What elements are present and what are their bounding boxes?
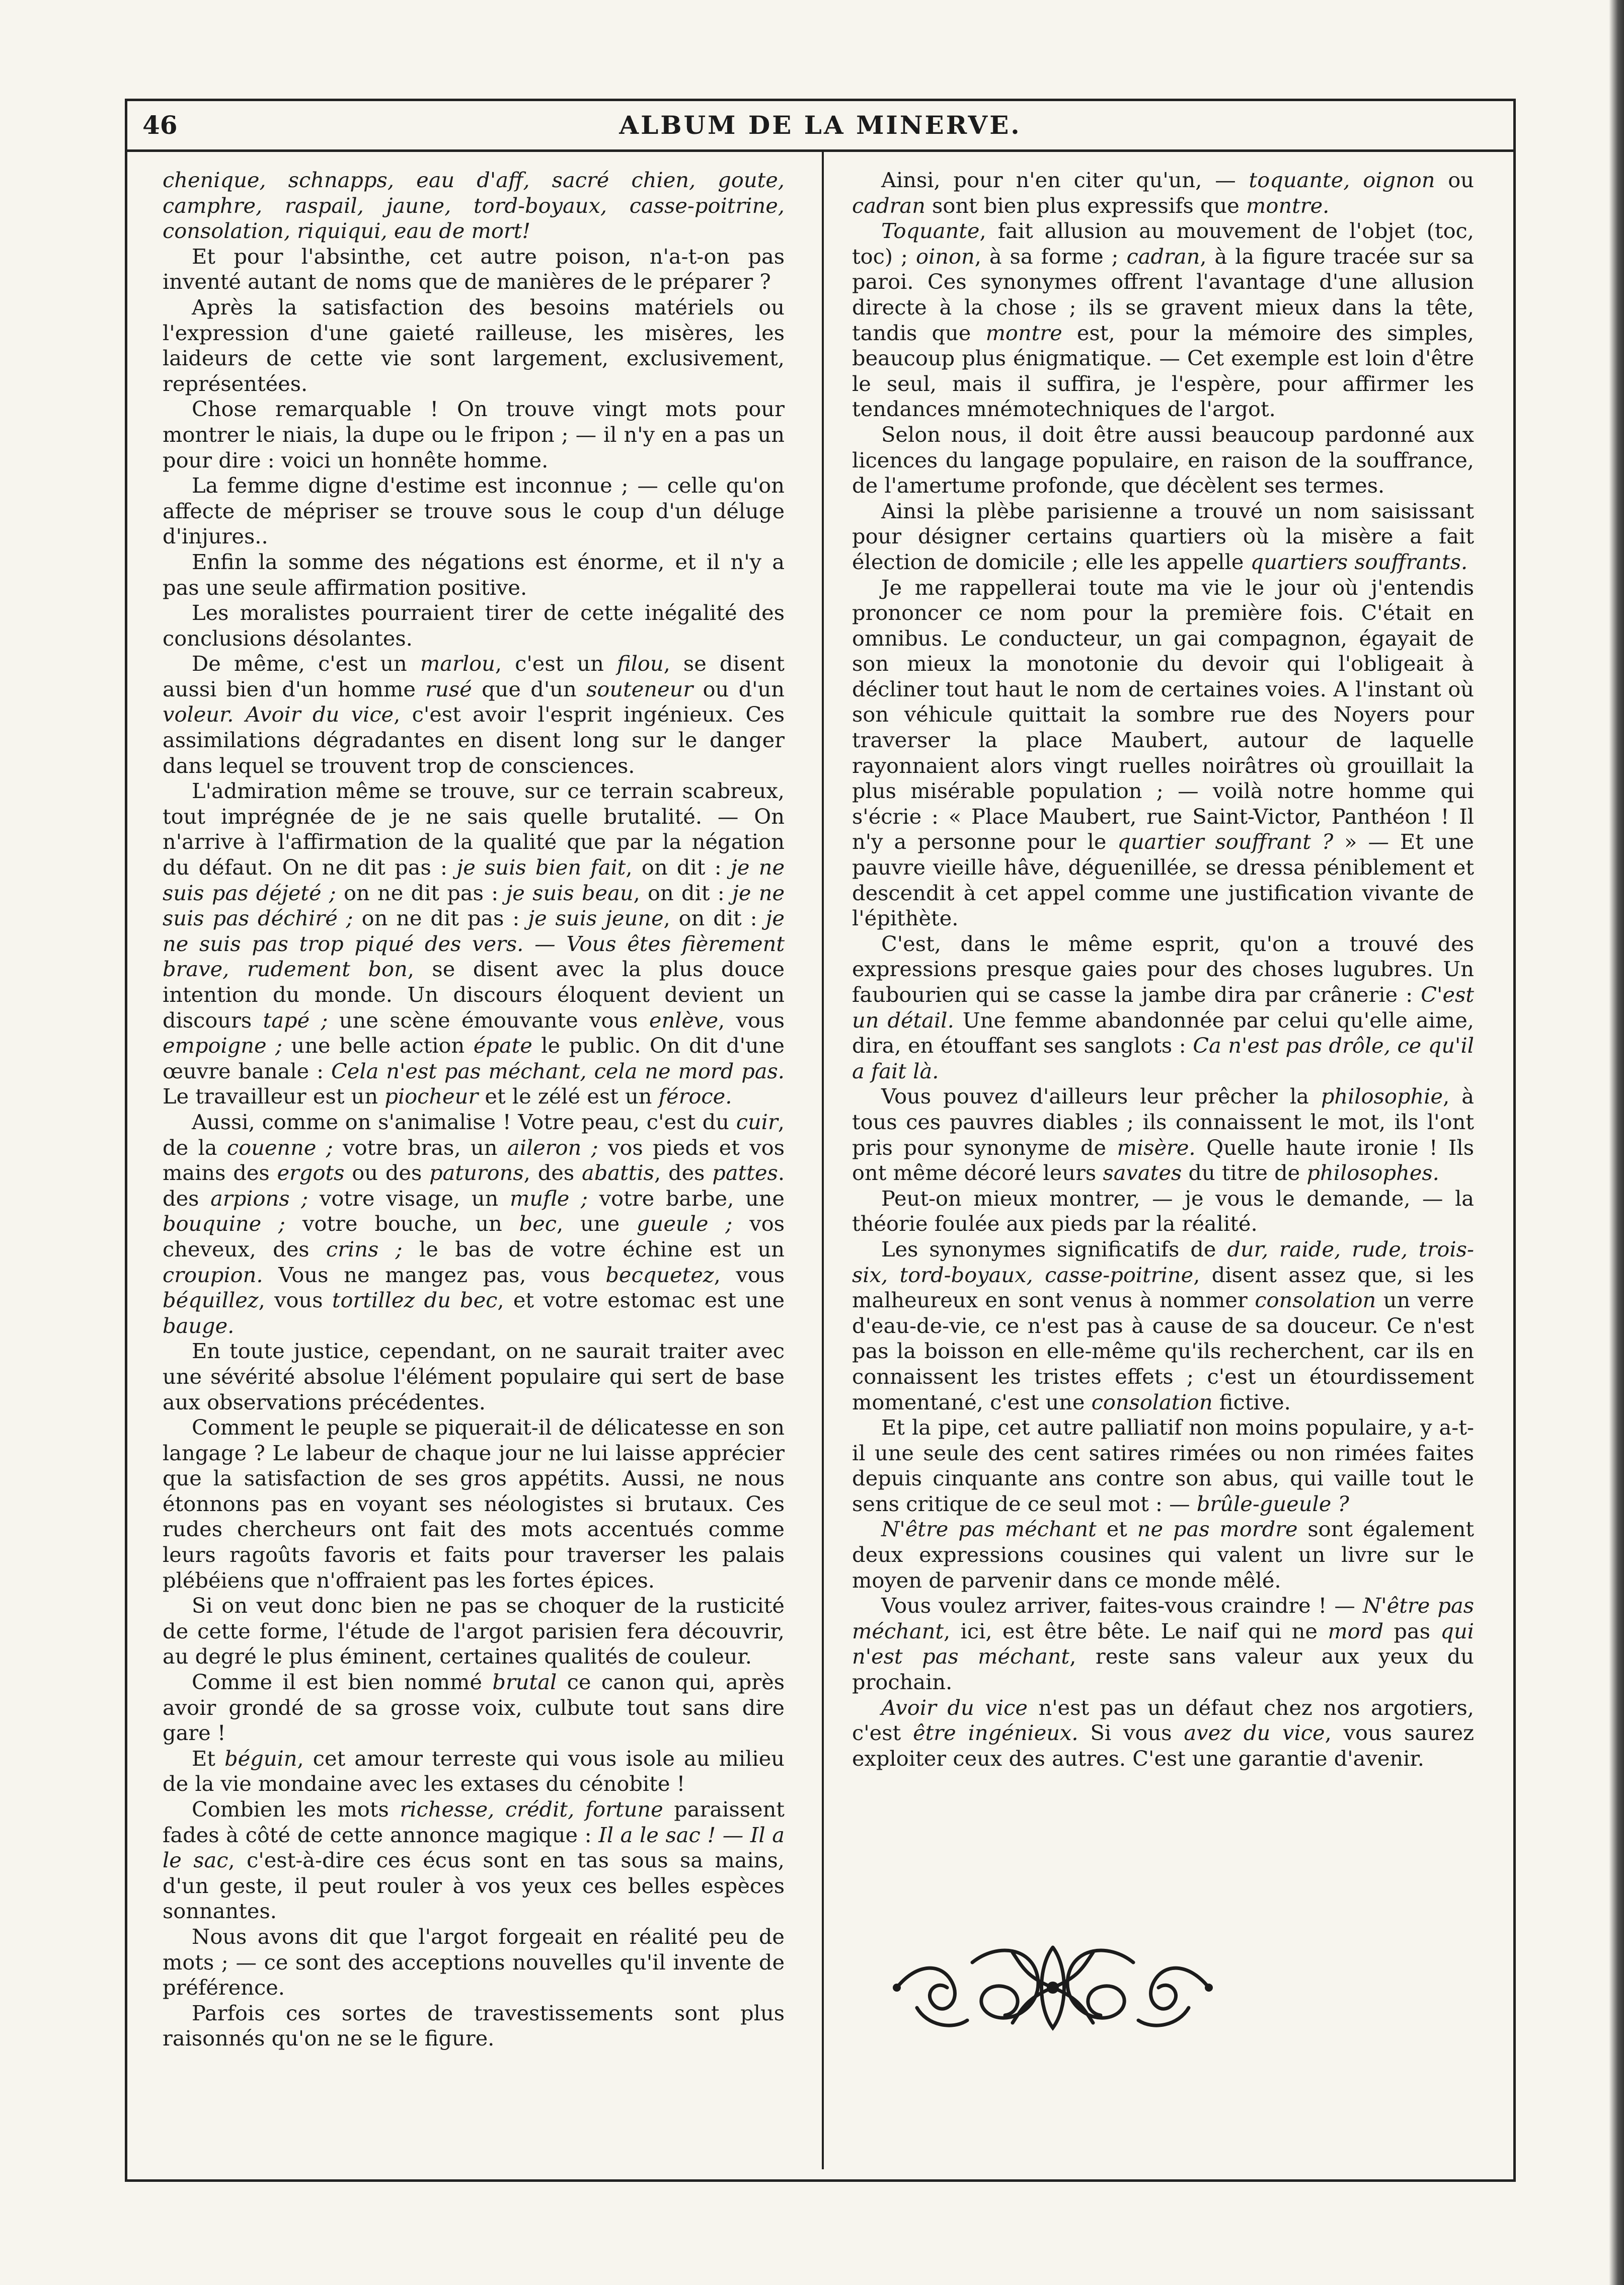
text-run: Les moralistes pourraient tirer de cette inégalité des conclusions désolantes.	[163, 600, 785, 651]
italic-term: piocheur	[384, 1084, 479, 1109]
running-header	[127, 101, 1513, 152]
paragraph	[852, 575, 1474, 931]
italic-term: pattes	[712, 1160, 778, 1186]
italic-term: Avoir du vice	[881, 1695, 1028, 1720]
right-column	[852, 168, 1474, 1771]
text-run: Nous avons dit que l'argot forgeait en réalité peu de mots ; — ce sont des acceptions nouvelles qu'il invente de préférence.	[163, 1924, 785, 2000]
paragraph	[852, 1084, 1474, 1186]
text-run: » — Et une pauvre vieille hâve, déguenillée, se dressa péniblement et descendit à cet appel comme une justification vivante de l'épithète.	[852, 829, 1474, 931]
italic-term: féroce.	[658, 1084, 732, 1109]
italic-term: philosophie	[1321, 1084, 1443, 1109]
italic-term: ne pas mordre	[1137, 1517, 1298, 1542]
text-run: Enfin la somme des négations est énorme, et il n'y a pas une seule affirmation positive.	[163, 549, 785, 600]
paragraph	[163, 1338, 785, 1415]
text-run: , cet amour terreste qui vous isole au milieu de la vie mondaine avec les extases du cénobite !	[163, 1746, 785, 1796]
text-run: Comme il est bien nommé	[192, 1670, 493, 1695]
text-run: Vous ne mangez pas, vous	[263, 1262, 606, 1287]
italic-term: je suis bien fait	[456, 855, 626, 880]
text-run: L'admiration même se trouve, sur ce terrain scabreux, tout imprégnée de je ne sais quelle brutalité. — On n'arrive à l'affirmation de la qualité que par la négation du défaut. On ne dit pas :	[163, 778, 785, 880]
paragraph	[163, 295, 785, 397]
text-run: n'est pas un défaut chez nos argotiers, c'est	[852, 1695, 1474, 1746]
text-run: Et la pipe, cet autre palliatif non moins populaire, y a-t-il une seule des cent satires rimées ou non rimées faites depuis cinquante ans contre son abus, qui vaille tout le sens critique de ce seul mot : —	[852, 1415, 1474, 1516]
italic-term: N'être pas méchant	[852, 1593, 1474, 1643]
text-run: Les synonymes significatifs de	[881, 1236, 1227, 1262]
italic-term: empoigne ;	[163, 1033, 283, 1058]
text-run: , se disent avec la plus douce intention du monde. Un discours éloquent devient un discours	[163, 957, 785, 1033]
left-column	[163, 168, 785, 2052]
text-run: , vous saurez exploiter ceux des autres. C'est une garantie d'avenir.	[852, 1720, 1475, 1771]
text-run: , on dit :	[626, 855, 731, 880]
text-run: une belle action	[282, 1033, 474, 1058]
column-divider	[822, 149, 824, 2169]
fleuron-tailpiece-icon	[887, 1932, 1219, 2043]
italic-term: mord	[1328, 1618, 1384, 1643]
italic-term: C'est un détail.	[852, 982, 1474, 1033]
text-run: La femme digne d'estime est inconnue ; — celle qu'on affecte de mépriser se trouve sous le coup d'un déluge d'injures..	[163, 473, 785, 549]
italic-term: dur, raide, rude, trois-six, tord-boyaux, casse-poitrine	[852, 1236, 1474, 1287]
text-run: Chose remarquable ! On trouve vingt mots pour montrer le niais, la dupe ou le fripon ; — il n'y en a pas un pour dire : voici un honnête homme.	[163, 397, 785, 472]
text-run: , des	[654, 1160, 713, 1186]
paragraph	[163, 168, 785, 244]
italic-term: bec	[519, 1211, 557, 1236]
text-run: on ne dit pas :	[353, 906, 528, 931]
text-run: Aussi, comme on s'animalise ! Votre peau, c'est du	[192, 1109, 736, 1134]
italic-term: croupion.	[163, 1262, 263, 1287]
journal-title: ALBUM DE LA MINERVE.	[619, 110, 1022, 140]
italic-term: brutal	[492, 1670, 557, 1695]
text-run: , ici, est être bête. Le naif qui ne	[944, 1618, 1328, 1643]
italic-term: épate	[473, 1033, 532, 1058]
text-run: le public. On dit d'une œuvre banale :	[163, 1033, 785, 1083]
paragraph	[852, 1186, 1474, 1237]
italic-term: être ingénieux.	[913, 1720, 1078, 1746]
text-run: fictive.	[1212, 1389, 1291, 1414]
paragraph	[163, 778, 785, 1110]
paragraph	[852, 931, 1474, 1084]
italic-term: crins ;	[326, 1236, 403, 1262]
paragraph	[852, 1593, 1474, 1695]
italic-term: becquetez	[605, 1262, 714, 1287]
text-run: du titre de	[1182, 1160, 1307, 1186]
italic-term: consolation	[1255, 1288, 1376, 1313]
text-run: Vous voulez arriver, faites-vous craindre ! —	[881, 1593, 1363, 1618]
paragraph	[852, 218, 1474, 422]
text-run: Parfois ces sortes de travestissements sont plus raisonnés qu'on ne se le figure.	[163, 2000, 785, 2051]
page-number: 46	[142, 110, 178, 140]
text-run: ou d'un	[693, 676, 785, 701]
text-run: ou	[1435, 168, 1475, 192]
text-run: Je me rappellerai toute ma vie le jour où j'entendis prononcer ce nom pour la première fois. C'était en omnibus. Le conducteur, un gai compagnon, égayait de son mieux la monotonie du devoir qui l'obligeait à décliner tout haut le nom de certaines voies. A l'instant où son véhicule quittait la sombre rue des Noyers pour traverser la place Maubert, autour de laquelle rayonnaient alors vingt ruelles noirâtres où grouillait la plus misérable population ; — voilà notre homme qui s'écrie : « Place Maubert, rue Saint-Victor, Panthéon ! Il n'y a personne pour le	[852, 575, 1474, 854]
italic-term: avez du vice	[1184, 1720, 1325, 1746]
text-run: Comment le peuple se piquerait-il de délicatesse en son langage ? Le labeur de chaque jour ne lui laisse apprécier que la satisfaction de ses gros appétits. Aussi, ne nous étonnons pas en voyant ses néologistes si brutaux. Ces rudes chercheurs ont fait des mots accentués comme leurs ragoûts favoris et faits pour traverser les palais plébéiens que n'offraient pas les fortes épices.	[163, 1415, 785, 1593]
text-run: et le zélé est un	[478, 1084, 659, 1109]
paragraph	[163, 1415, 785, 1593]
paragraph	[852, 499, 1474, 575]
scan-binding-edge	[1609, 0, 1624, 2285]
text-run: ce canon qui, après avoir grondé de sa grosse voix, culbute tout sans dire gare !	[163, 1670, 785, 1746]
text-run: , vous	[714, 1262, 785, 1287]
italic-term: tapé ;	[263, 1007, 328, 1033]
text-run: En toute justice, cependant, on ne saurait traiter avec une sévérité absolue l'élément populaire qui sert de base aux observations précédentes.	[163, 1338, 785, 1414]
text-run: , c'est un	[495, 651, 617, 676]
text-run: Ainsi la plèbe parisienne a trouvé un nom saisissant pour désigner certains quartiers où la misère a fait élection de domicile ; elle les appelle	[852, 498, 1474, 574]
italic-term: Ca n'est pas drôle, ce qu'il a fait là.	[852, 1033, 1475, 1083]
italic-term: filou	[616, 651, 664, 676]
text-run: , vous	[718, 1007, 785, 1033]
italic-term: aileron ;	[507, 1135, 598, 1160]
italic-term: rusé	[425, 676, 472, 701]
text-run: que d'un	[472, 676, 587, 701]
text-run: Combien les mots	[192, 1797, 400, 1822]
paragraph	[163, 1670, 785, 1746]
text-run: votre barbe, une	[587, 1186, 785, 1211]
text-run: le bas de votre échine est un	[402, 1236, 785, 1262]
text-run: , disent assez que, si les malheureux en sont venus à nommer	[852, 1262, 1474, 1313]
paragraph	[163, 1924, 785, 2001]
italic-term: quartier souffrant ?	[1117, 829, 1334, 854]
italic-term: je ne suis pas trop piqué des vers. — Vous êtes fièrement brave, rudement bon	[163, 906, 785, 982]
italic-term: misère.	[1117, 1135, 1196, 1160]
text-run: votre bras, un	[333, 1135, 507, 1160]
italic-term: toquante, oignon	[1249, 168, 1435, 192]
italic-term: philosophes.	[1306, 1160, 1439, 1186]
italic-term: savates	[1103, 1160, 1182, 1186]
text-run: , vous	[258, 1288, 332, 1313]
text-run: C'est, dans le même esprit, qu'on a trouvé des expressions presque gaies pour des choses lugubres. Un faubourien qui se casse la jambe dira par crânerie :	[852, 931, 1474, 1007]
italic-term: brûle-gueule ?	[1196, 1491, 1349, 1516]
text-run: , à la figure tracée sur sa paroi. Ces synonymes offrent l'avantage d'une allusion directe à la chose ; ils se gravent mieux dans la tête, tandis que	[852, 244, 1474, 345]
text-run: , reste sans valeur aux yeux du prochain.	[852, 1644, 1475, 1695]
italic-term: chenique, schnapps, eau d'aff, sacré chien, goute, camphre, raspail, jaune, tord-boyaux, casse-poitrine, consolation, riquiqui, eau de mort!	[163, 168, 785, 244]
paragraph	[163, 1110, 785, 1338]
text-run: ou des	[344, 1160, 430, 1186]
text-run: une scène émouvante vous	[328, 1007, 649, 1033]
paragraph	[852, 422, 1474, 499]
italic-term: couenne ;	[226, 1135, 333, 1160]
text-run: un verre d'eau-de-vie, ce n'est pas à cause de sa douceur. Ce n'est pas la boisson en elle-même qu'ils recherchent, car ils en connaissent les tristes effets ; c'est un étourdissement momentané, c'est une	[852, 1288, 1474, 1414]
text-run: De même, c'est un	[192, 651, 420, 676]
text-run: est, pour la mémoire des simples, beaucoup plus énigmatique. — Cet exemple est loin d'être le seul, mais il suffira, je l'espère, pour affirmer les tendances mnémotechniques de l'argot.	[852, 320, 1474, 422]
italic-term: enlève	[649, 1007, 719, 1033]
paragraph	[852, 1695, 1474, 1772]
text-run: , fait allusion au mouvement de l'objet (toc, toc) ;	[852, 218, 1474, 269]
paragraph	[852, 1517, 1474, 1593]
italic-term: je suis beau	[506, 880, 634, 905]
italic-term: béquillez	[163, 1288, 259, 1313]
text-run: votre visage, un	[308, 1186, 510, 1211]
text-run: , à tous ces pauvres diables ; ils connaissent le mot, ils l'ont pris pour synonyme de	[852, 1084, 1474, 1160]
italic-term: paturons	[429, 1160, 524, 1186]
text-run: pas	[1383, 1618, 1441, 1643]
italic-term: richesse, crédit, fortune	[400, 1797, 663, 1822]
italic-term: souteneur	[586, 676, 693, 701]
italic-term: béguin	[224, 1746, 297, 1771]
paragraph	[163, 473, 785, 549]
text-run: paraissent fades à côté de cette annonce magique :	[163, 1797, 785, 1847]
text-run: Si vous	[1078, 1720, 1184, 1746]
paragraph	[163, 549, 785, 600]
text-run: Si on veut donc bien ne pas se choquer de la rusticité de cette forme, l'étude de l'argot parisien fera découvrir, au degré le plus éminent, certaines qualités de couleur.	[163, 1593, 785, 1669]
paragraph	[163, 2001, 785, 2052]
italic-term: je suis jeune	[528, 906, 664, 931]
italic-term: montre	[985, 320, 1062, 345]
italic-term: quartiers souffrants.	[1250, 549, 1468, 574]
text-run: Ainsi, pour n'en citer qu'un, —	[881, 168, 1249, 192]
text-run: , de la	[163, 1109, 785, 1160]
text-run: , une	[557, 1211, 637, 1236]
text-run: Selon nous, il doit être aussi beaucoup pardonné aux licences du langage populaire, en raison de la souffrance, de l'amertume profonde, que décèlent ses termes.	[852, 422, 1474, 498]
italic-term: Cela n'est pas méchant, cela ne mord pas.	[331, 1058, 785, 1083]
text-run: , c'est avoir l'esprit ingénieux. Ces assimilations dégradantes en disent long sur le danger dans lequel se trouvent trop de consciences.	[163, 702, 785, 778]
paragraph	[163, 1797, 785, 1924]
italic-term: cuir	[736, 1109, 778, 1134]
italic-term: montre.	[1246, 193, 1330, 218]
text-run: , à sa forme ;	[974, 244, 1127, 269]
paragraph	[163, 244, 785, 295]
text-run: Et	[192, 1746, 225, 1771]
text-run: on ne dit pas :	[336, 880, 506, 905]
italic-term: bouquine ;	[163, 1211, 286, 1236]
italic-term: tortillez du bec	[332, 1288, 498, 1313]
italic-term: cadran	[852, 193, 925, 218]
italic-term: gueule ;	[637, 1211, 733, 1236]
text-run: , on dit :	[633, 880, 733, 905]
italic-term: je ne suis pas déchiré ;	[163, 880, 785, 931]
text-run: Une femme abandonnée par celui qu'elle aime, dira, en étouffant ses sanglots :	[852, 1007, 1474, 1058]
text-run: Quelle haute ironie ! Ils ont même décoré leurs	[852, 1135, 1474, 1186]
italic-term: ergots	[277, 1160, 345, 1186]
text-run: sont bien plus expressifs que	[925, 193, 1246, 218]
text-run: Et pour l'absinthe, cet autre poison, n'a-t-on pas inventé autant de noms que de manières de le préparer ?	[163, 244, 785, 294]
paragraph	[163, 600, 785, 651]
paragraph	[163, 1746, 785, 1797]
text-run: sont également deux expressions cousines qui valent un livre sur le moyen de parvenir dans ce monde mêlé.	[852, 1517, 1475, 1593]
italic-term: voleur. Avoir du vice	[163, 702, 394, 727]
paragraph	[852, 168, 1474, 218]
text-run: , c'est-à-dire ces écus sont en tas sous sa mains, d'un geste, il peut rouler à vos yeux ces belles espèces sonnantes.	[163, 1848, 785, 1924]
italic-term: Il a le sac ! — Il a le sac	[163, 1822, 785, 1873]
text-run: vos cheveux, des	[163, 1211, 785, 1262]
italic-term: bauge.	[163, 1313, 235, 1338]
paragraph	[163, 651, 785, 778]
paragraph	[163, 397, 785, 473]
text-run: Le travailleur est un	[163, 1084, 385, 1109]
paragraph	[163, 1593, 785, 1670]
text-run: votre bouche, un	[285, 1211, 519, 1236]
italic-term: marlou	[420, 651, 495, 676]
italic-term: abattis	[581, 1160, 654, 1186]
text-run: vos pieds et vos mains des	[163, 1135, 785, 1186]
italic-term: oinon	[916, 244, 975, 269]
paragraph	[852, 1415, 1474, 1517]
text-run: et	[1096, 1517, 1137, 1542]
italic-term: qui n'est pas méchant	[852, 1618, 1474, 1669]
text-run: , et votre estomac est une	[497, 1288, 785, 1313]
paragraph	[852, 1237, 1474, 1415]
italic-term: arpions ;	[210, 1186, 308, 1211]
italic-term: N'être pas méchant	[881, 1517, 1097, 1542]
text-run: . des	[163, 1160, 785, 1211]
text-run: , se disent aussi bien d'un homme	[163, 651, 785, 701]
text-run: , on dit :	[663, 906, 766, 931]
text-run: Après la satisfaction des besoins matériels ou l'expression d'une gaieté railleuse, les misères, les laideurs de cette vie sont largement, exclusivement, représentées.	[163, 294, 785, 396]
italic-term: consolation	[1091, 1389, 1213, 1414]
italic-term: je ne suis pas déjeté ;	[163, 855, 785, 905]
italic-term: Toquante	[881, 218, 980, 244]
text-run: Vous pouvez d'ailleurs leur prêcher la	[881, 1084, 1321, 1109]
italic-term: cadran	[1126, 244, 1200, 269]
text-run: Peut-on mieux montrer, — je vous le demande, — la théorie foulée aux pieds par la réalité.	[852, 1186, 1474, 1236]
text-run: , des	[523, 1160, 582, 1186]
page-frame	[125, 99, 1516, 2182]
italic-term: mufle ;	[509, 1186, 588, 1211]
